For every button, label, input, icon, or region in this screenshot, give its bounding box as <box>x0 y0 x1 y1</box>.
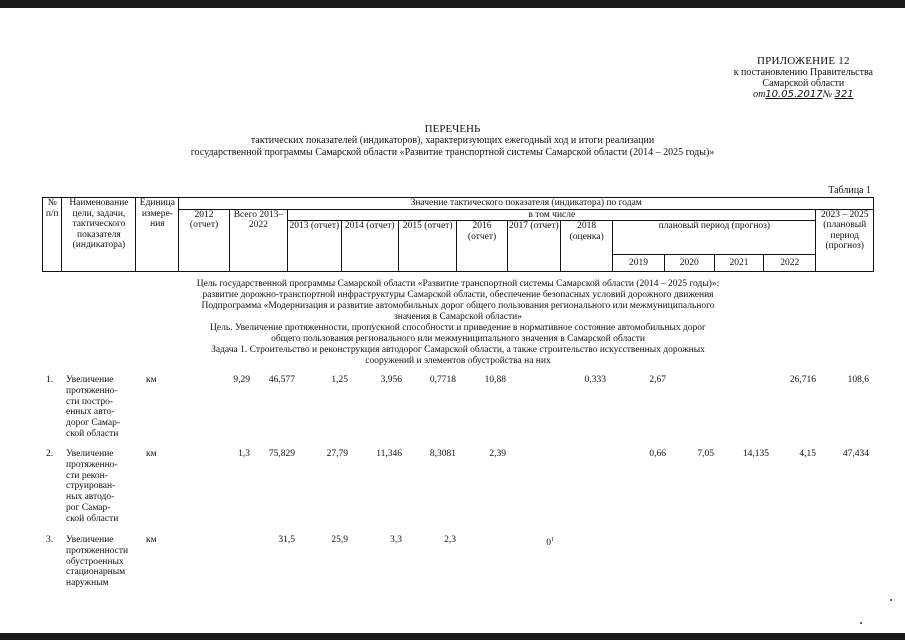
subprogram-line: Подпрограмма «Модернизация и развитие автомобильных дорог общего пользования регионального или межмуниципального <box>201 301 715 311</box>
appendix-title: ПРИЛОЖЕНИЕ 12 <box>757 55 850 67</box>
heading-line1: тактических показателей (индикаторов), характеризующих ежегодный ход и итоги реализации <box>250 135 655 146</box>
row-name <box>66 449 132 525</box>
number-prefix: № <box>822 89 833 100</box>
table-row <box>42 375 874 449</box>
header-2017: 2017 (отчет) <box>507 221 560 272</box>
header-2018: 2018 (оценка) <box>561 221 613 272</box>
appendix-block <box>734 56 873 100</box>
heading-line2: государственной программы Самарской области «Развитие транспортной системы Самарской области (2014 – 2025 годы)» <box>190 147 715 158</box>
value-2015: 2,3 <box>444 535 456 545</box>
value-2013: 1,25 <box>331 375 348 385</box>
header-2016: 2016 (отчет) <box>457 221 507 272</box>
header-total: Всего 2013–2022 <box>229 209 287 272</box>
header-2019: 2019 <box>613 255 664 272</box>
goal-line: развитие дорожно-транспортной инфраструктуры Самарской области, обеспечение безопасных условий дорожного движения <box>202 290 714 300</box>
header-2013: 2013 (отчет) <box>288 221 341 272</box>
value-2016: 10,88 <box>484 375 506 385</box>
value-2014: 3,956 <box>380 375 402 385</box>
header-num: № п/п <box>43 198 62 272</box>
value-2018: 0,333 <box>584 375 606 385</box>
value-2014: 3,3 <box>390 535 402 545</box>
header-planned: плановый период (прогноз) <box>613 221 816 255</box>
goal-line: Цель государственной программы Самарской области «Развитие транспортной системы Самарской области (2014 – 2025 годы)»: <box>196 279 720 289</box>
scan-top-border <box>0 0 905 8</box>
table-row <box>42 535 874 597</box>
row-name-line: рог Самар- <box>66 502 111 513</box>
appendix-line1: к постановлению Правительства <box>733 67 873 78</box>
value-2013: 27,79 <box>326 449 348 459</box>
row-name-line: дорог Самар- <box>66 418 120 429</box>
value-2023: 108,6 <box>847 375 869 385</box>
date-prefix: от <box>753 89 766 100</box>
header-2012: 2012 (отчет) <box>179 209 229 272</box>
table-label: Таблица 1 <box>828 185 871 196</box>
value-2022: 26,716 <box>789 375 816 385</box>
row-name-line: стационарным <box>66 567 126 578</box>
value-2012: 9,29 <box>233 375 250 385</box>
row-name-line: Увеличение <box>66 535 114 545</box>
value-total: 46,577 <box>268 375 295 385</box>
row-name-line: Увеличение <box>66 375 114 385</box>
scan-speck <box>860 622 862 624</box>
scan-bottom-border <box>0 633 905 640</box>
value-2019: 2,67 <box>649 375 666 385</box>
header-2022: 2022 <box>764 255 816 272</box>
number-value: 321 <box>834 89 854 100</box>
row-name-line: енных авто- <box>66 407 115 418</box>
row-name-line: ской области <box>66 428 119 439</box>
value-2022: 4,15 <box>799 449 816 459</box>
row-name <box>66 535 132 589</box>
header-2021: 2021 <box>714 255 763 272</box>
row-num: 2. <box>46 449 54 459</box>
row-num: 1. <box>46 375 54 385</box>
header-name: Наименование цели, задачи, тактического показателя (индикатора) <box>62 198 136 272</box>
value-2015: 8,3081 <box>429 449 456 459</box>
value-total: 31,5 <box>278 535 295 545</box>
value-2019: 0,66 <box>649 449 666 459</box>
target-line: общего пользования регионального или межмуниципального значения в Самарской области <box>271 334 645 344</box>
row-name-line: наружным <box>66 578 109 589</box>
value-2017-number: 0 <box>546 538 551 549</box>
header-2020: 2020 <box>664 255 714 272</box>
scan-speck <box>890 599 892 601</box>
date-value: 10.05.2017 <box>765 89 823 100</box>
appendix-line2: Самарской области <box>762 78 845 89</box>
row-name-line: струирован- <box>66 481 116 492</box>
value-2015: 0,7718 <box>429 375 456 385</box>
indicators-table-header <box>42 197 874 272</box>
heading-title: ПЕРЕЧЕНЬ <box>424 123 481 135</box>
goal-block <box>42 279 874 367</box>
row-name-line: протяженно- <box>66 385 118 396</box>
task-line: Задача 1. Строительство и реконструкция автодорог Самарской области, а также строительство искусственных дорожных <box>211 345 705 355</box>
header-2015: 2015 (отчет) <box>398 221 456 272</box>
value-2021: 14,135 <box>742 449 769 459</box>
header-2023: 2023 – 2025 (плановый период (прогноз) <box>816 209 874 272</box>
value-2020: 7,05 <box>697 449 714 459</box>
subprogram-line: значения в Самарской области» <box>394 312 522 322</box>
value-total: 75,829 <box>268 449 295 459</box>
row-num: 3. <box>46 535 54 545</box>
row-name-line: сти рекон- <box>66 470 108 481</box>
task-line: сооружений и элементов обустройства на них <box>365 356 551 366</box>
document-heading <box>0 123 905 159</box>
table-row <box>42 449 874 535</box>
value-2013: 25,9 <box>331 535 348 545</box>
appendix-date-line <box>734 89 873 100</box>
value-2016: 2,39 <box>489 449 506 459</box>
header-unit: Единица измере-ния <box>136 198 179 272</box>
header-values-by-year: Значение тактического показателя (индикатора) по годам <box>179 198 874 210</box>
value-2014: 11,346 <box>376 449 402 459</box>
row-name-line: обустроенных <box>66 556 124 567</box>
row-name-line: ных автодо- <box>66 492 115 503</box>
row-name <box>66 375 132 440</box>
header-2014: 2014 (отчет) <box>341 221 398 272</box>
row-name-line: протяженно- <box>66 459 118 470</box>
value-2012: 1,3 <box>238 449 250 459</box>
row-unit: км <box>146 375 157 385</box>
target-line: Цель. Увеличение протяженности, пропускной способности и приведение в нормативное состояние автомобильных дорог <box>210 323 706 333</box>
row-name-line: ской области <box>66 513 119 524</box>
row-name-line: Увеличение <box>66 449 114 459</box>
value-2017 <box>546 535 554 549</box>
row-name-line: сти постро- <box>66 396 114 407</box>
footnote-mark: 1 <box>551 537 554 543</box>
indicator-rows <box>42 375 874 597</box>
row-unit: км <box>146 535 157 545</box>
value-2023: 47,434 <box>842 449 869 459</box>
row-name-line: протяженности <box>66 545 129 556</box>
header-including: в том числе <box>288 209 816 221</box>
row-unit: км <box>146 449 157 459</box>
